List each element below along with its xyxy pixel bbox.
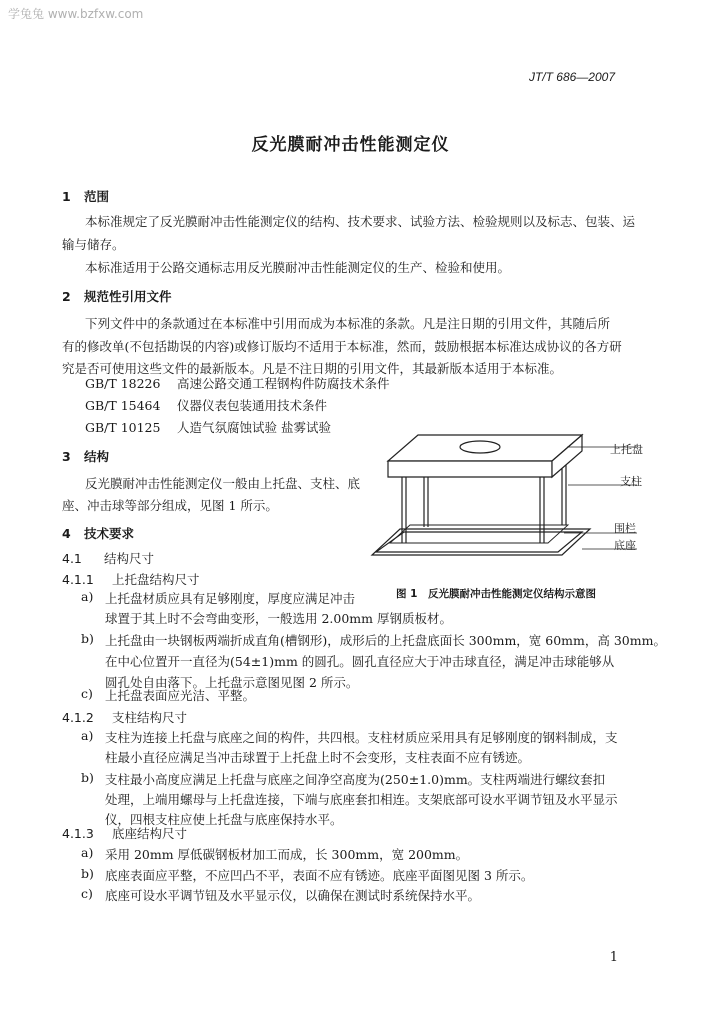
s411-c-line1: 上托盘表面应光洁、平整。 (105, 688, 256, 703)
fence-outline (390, 525, 568, 543)
s411-a-line1: 上托盘材质应具有足够刚度，厚度应满足冲击 (105, 591, 356, 606)
s412-b-line3: 仪，四根支柱应使上托盘与底座保持水平。 (105, 812, 343, 827)
s3-p1-line1: 反光膜耐冲击性能测定仪一般由上托盘、支柱、底 (85, 476, 361, 491)
label-base: 底座 (614, 539, 636, 552)
section-3-heading: 3 结构 (62, 449, 110, 464)
s412-b-line1: 支柱最小高度应满足上托盘与底座之间净空高度为(250±1.0)mm。支柱两端进行螺纹套扣 (105, 772, 606, 787)
label-fence: 围栏 (614, 522, 636, 535)
list-marker: b) (81, 770, 94, 785)
section-2-heading: 2 规范性引用文件 (62, 289, 172, 304)
list-marker: a) (81, 589, 94, 604)
s411-b-line1: 上托盘由一块钢板两端折成直角(槽钢形)，成形后的上托盘底面长 300mm，宽 60mm，高 30mm。 (105, 633, 666, 648)
watermark: 学兔兔 www.bzfxw.com (8, 7, 144, 21)
section-4-1-2-heading: 4.1.2 支柱结构尺寸 (62, 710, 188, 725)
figure-1-diagram (352, 425, 642, 589)
s3-p1-line2: 座、冲击球等部分组成，见图 1 所示。 (62, 498, 278, 513)
s412-b-line2: 处理，上端用螺母与上托盘连接，下端与底座套扣相连。支架底部可设水平调节钮及水平显示 (105, 792, 618, 807)
list-marker: a) (81, 845, 94, 860)
s413-c-line1: 底座可设水平调节钮及水平显示仪，以确保在测试时系统保持水平。 (105, 888, 481, 903)
label-pillar: 支柱 (620, 475, 642, 488)
list-marker: a) (81, 728, 94, 743)
top-tray (388, 435, 582, 461)
s2-p1-line2: 有的修改单(不包括勘误的内容)或修订版均不适用于本标准，然而，鼓励根据本标准达成协议的各方研 (62, 339, 622, 354)
reference-item: GB/T 15464 仪器仪表包装通用技术条件 (85, 398, 328, 413)
section-4-1-3-heading: 4.1.3 底座结构尺寸 (62, 826, 188, 841)
standard-number: JT/T 686—2007 (528, 70, 615, 84)
s1-p2: 本标准适用于公路交通标志用反光膜耐冲击性能测定仪的生产、检验和使用。 (85, 260, 511, 275)
s2-p1-line1: 下列文件中的条款通过在本标准中引用而成为本标准的条款。凡是注日期的引用文件，其随后所 (85, 316, 611, 331)
section-1-heading: 1 范围 (62, 189, 110, 204)
s413-a-line1: 采用 20mm 厚低碳钢板材加工而成，长 300mm，宽 200mm。 (105, 847, 469, 862)
base-plate (372, 529, 590, 555)
reference-item: GB/T 18226 高速公路交通工程钢构件防腐技术条件 (85, 376, 390, 391)
s1-p1-line1: 本标准规定了反光膜耐冲击性能测定仪的结构、技术要求、试验方法、检验规则以及标志、包装、运 (85, 214, 636, 229)
label-top-tray: 上托盘 (610, 443, 643, 456)
apparatus-drawing (352, 425, 642, 585)
section-4-1-heading: 4.1 结构尺寸 (62, 551, 155, 566)
s412-a-line1: 支柱为连接上托盘与底座之间的构件，共四根。支柱材质应采用具有足够刚度的钢料制成，支 (105, 730, 618, 745)
figure-1-caption: 图 1 反光膜耐冲击性能测定仪结构示意图 (396, 588, 596, 600)
s412-a-line2: 柱最小直径应满足当冲击球置于上托盘上时不会变形，支柱表面不应有锈迹。 (105, 750, 531, 765)
s411-a-line2: 球置于其上时不会弯曲变形，一般选用 2.00mm 厚钢质板材。 (105, 611, 452, 626)
s411-b-line3: 圆孔处自由落下。上托盘示意图见图 2 所示。 (105, 675, 359, 690)
s2-p1-line3: 究是否可使用这些文件的最新版本。凡是不注日期的引用文件，其最新版本适用于本标准。 (62, 361, 563, 376)
reference-item: GB/T 10125 人造气氛腐蚀试验 盐雾试验 (85, 420, 331, 435)
document-title: 反光膜耐冲击性能测定仪 (251, 135, 450, 155)
s1-p1-line2: 输与储存。 (62, 237, 125, 252)
s411-b-line2: 在中心位置开一直径为(54±1)mm 的圆孔。圆孔直径应大于冲击球直径，满足冲击球能够从 (105, 654, 615, 669)
page-number: 1 (609, 950, 618, 965)
list-marker: b) (81, 631, 94, 646)
section-4-1-1-heading: 4.1.1 上托盘结构尺寸 (62, 572, 200, 587)
section-4-heading: 4 技术要求 (62, 526, 135, 541)
list-marker: c) (81, 886, 93, 901)
list-marker: b) (81, 866, 94, 881)
s413-b-line1: 底座表面应平整，不应凹凸不平，表面不应有锈迹。底座平面图见图 3 所示。 (105, 868, 534, 883)
list-marker: c) (81, 686, 93, 701)
